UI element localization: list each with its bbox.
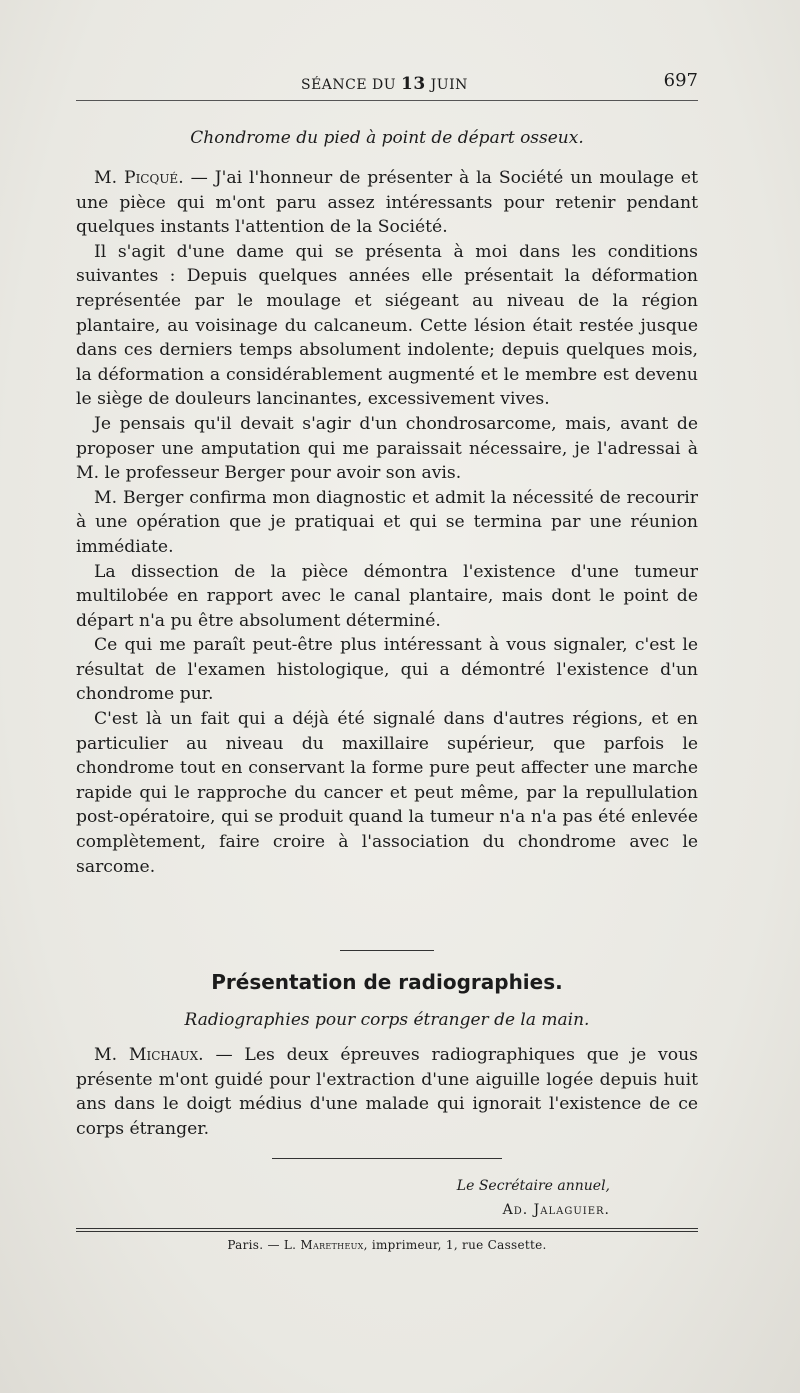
- paragraph-text: — Les deux épreuves radiographiques que je vous présente m'ont guidé pour l'extraction d'une aiguille logée depuis huit ans dans le doigt médius d'une malade qui ignorait l'existence de ce corps étranger.: [76, 1045, 699, 1139]
- footer-rule-second: [76, 1231, 698, 1232]
- running-head-suffix: JUIN: [425, 77, 468, 93]
- imprint-suffix: , imprimeur, 1, rue Cassette.: [363, 1238, 547, 1252]
- running-head-day: 13: [401, 74, 426, 94]
- section-body: [76, 1043, 698, 1141]
- section-divider: [340, 950, 434, 951]
- paragraph: Je pensais qu'il devait s'agir d'un chondrosarcome, mais, avant de proposer une amputation qui me paraissait nécessaire, je l'adressai à M. le professeur Berger pour avoir son avis.: [76, 413, 698, 484]
- footer-rule: [76, 1228, 698, 1229]
- imprint-printer: Maretheux: [300, 1238, 364, 1252]
- paragraph: Ce qui me paraît peut-être plus intéressant à vous signaler, c'est le résultat de l'examen histologique, qui a démontré l'existence d'un chondrome pur.: [76, 635, 698, 705]
- signature-role: Le Secrétaire annuel,: [456, 1178, 610, 1194]
- imprint-prefix: Paris. — L.: [227, 1238, 301, 1252]
- running-head-prefix: SÉANCE DU: [301, 77, 402, 93]
- paragraph: [76, 166, 698, 240]
- paragraph: C'est là un fait qui a déjà été signalé dans d'autres régions, et en particulier au niveau du maxillaire supérieur, que parfois le chondrome tout en conservant la forme pure peut affecter une marche rapide qui le rapproche du cancer et peut même, par la repullulation post-opératoire, qui se produit quand la tumeur n'a n'a pas été enlevée complètement, faire croire à l'association du chondrome avec le sarcome.: [76, 709, 698, 877]
- speaker-name: M. Picqué.: [94, 168, 184, 188]
- article-body: [76, 166, 698, 879]
- imprint: [76, 1238, 698, 1252]
- paragraph: La dissection de la pièce démontra l'existence d'une tumeur multilobée en rapport avec le canal plantaire, mais dont le point de départ n'a pu être absolument déterminé.: [76, 561, 698, 631]
- section-subtitle: Radiographies pour corps étranger de la main.: [184, 1010, 590, 1030]
- paragraph: [76, 1043, 698, 1141]
- running-head: [301, 74, 468, 94]
- page-number: 697: [663, 70, 698, 91]
- section-heading: Présentation de radiographies.: [211, 970, 563, 994]
- article-title: Chondrome du pied à point de départ osseux.: [190, 128, 584, 148]
- page-header: [76, 66, 698, 96]
- closing-rule: [272, 1158, 502, 1159]
- paragraph-text: — J'ai l'honneur de présenter à la Société un moulage et une pièce qui m'ont paru assez intéressants pour retenir pendant quelques instants l'attention de la Société.: [76, 168, 699, 238]
- paragraph: Il s'agit d'une dame qui se présenta à moi dans les conditions suivantes : Depuis quelques années elle présentait la déformation représentée par le moulage et siégeant au niveau de la région plantaire, au voisinage du calcaneum. Cette lésion était restée jusque dans ces derniers temps absolument indolente; depuis quelques mois, la déformation a considérablement augmenté et le membre est devenu le siège de douleurs lancinantes, excessivement vives.: [76, 241, 698, 410]
- paragraph: M. Berger confirma mon diagnostic et admit la nécessité de recourir à une opération que je pratiquai et qui se termina par une réunion immédiate.: [76, 487, 698, 557]
- header-rule: [76, 100, 698, 101]
- signature-name: Ad. Jalaguier.: [502, 1202, 610, 1218]
- speaker-name: M. Michaux.: [94, 1045, 204, 1065]
